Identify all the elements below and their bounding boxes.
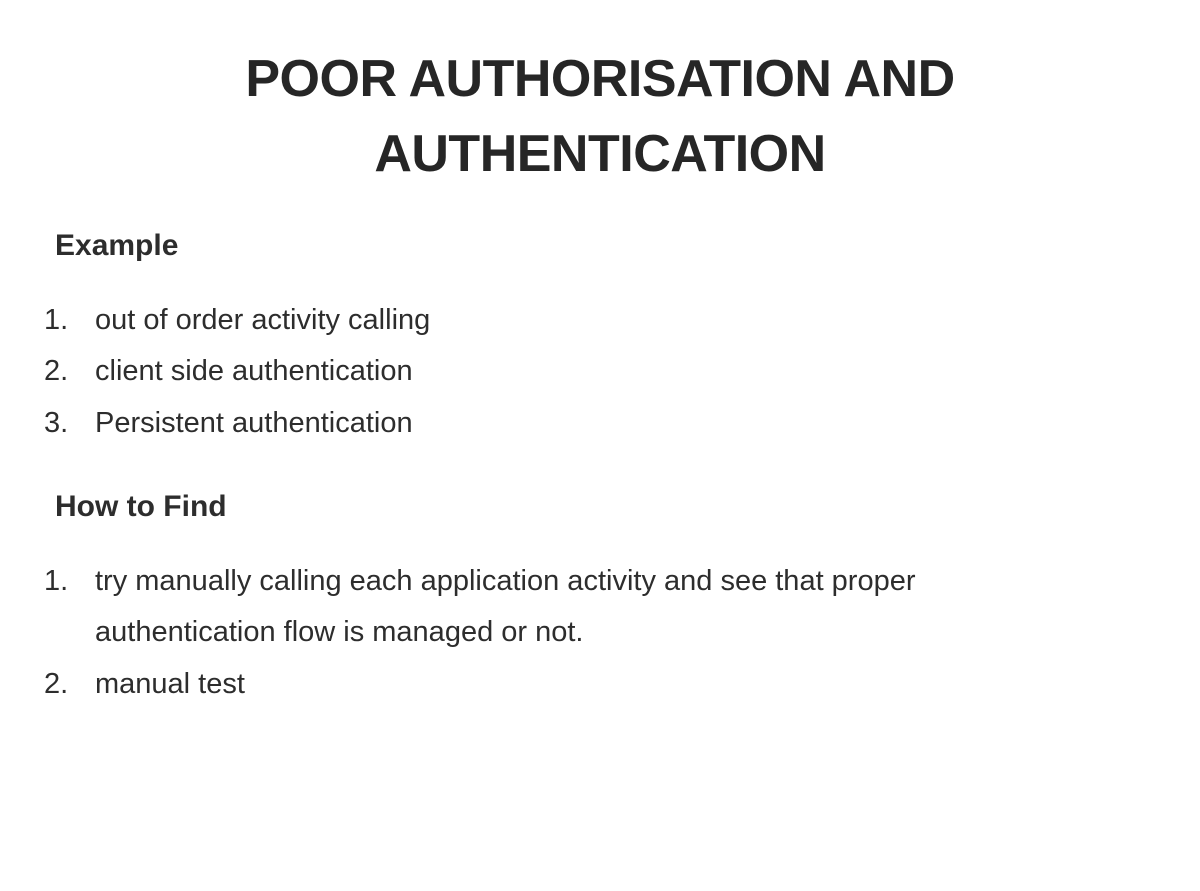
section-heading-how-to-find: How to Find bbox=[55, 489, 227, 523]
list-item bbox=[44, 295, 1200, 347]
list-item-text: client side authentication bbox=[95, 355, 413, 388]
list-item bbox=[44, 556, 1200, 659]
list-item bbox=[44, 398, 1200, 450]
list-item-text: out of order activity calling bbox=[95, 303, 431, 336]
section-example bbox=[0, 229, 1200, 450]
how-to-find-list bbox=[44, 556, 1200, 711]
list-item-number: 2. bbox=[44, 355, 69, 388]
list-item-text: Persistent authentication bbox=[95, 407, 413, 439]
list-item-number: 1. bbox=[44, 303, 69, 336]
list-item-text: try manually calling each application activity and see that proper authentication flow is managed or not. bbox=[95, 564, 916, 649]
list-item-text: manual test bbox=[95, 667, 245, 700]
list-item bbox=[44, 659, 1200, 711]
list-item-number: 2. bbox=[44, 667, 69, 700]
section-heading-example: Example bbox=[55, 228, 179, 262]
section-how-to-find bbox=[0, 490, 1200, 711]
list-item bbox=[44, 346, 1200, 398]
list-item-number: 1. bbox=[44, 564, 69, 597]
slide-title: POOR AUTHORISATION AND AUTHENTICATION bbox=[245, 50, 955, 184]
example-list bbox=[44, 295, 1200, 450]
list-item-number: 3. bbox=[44, 407, 69, 439]
